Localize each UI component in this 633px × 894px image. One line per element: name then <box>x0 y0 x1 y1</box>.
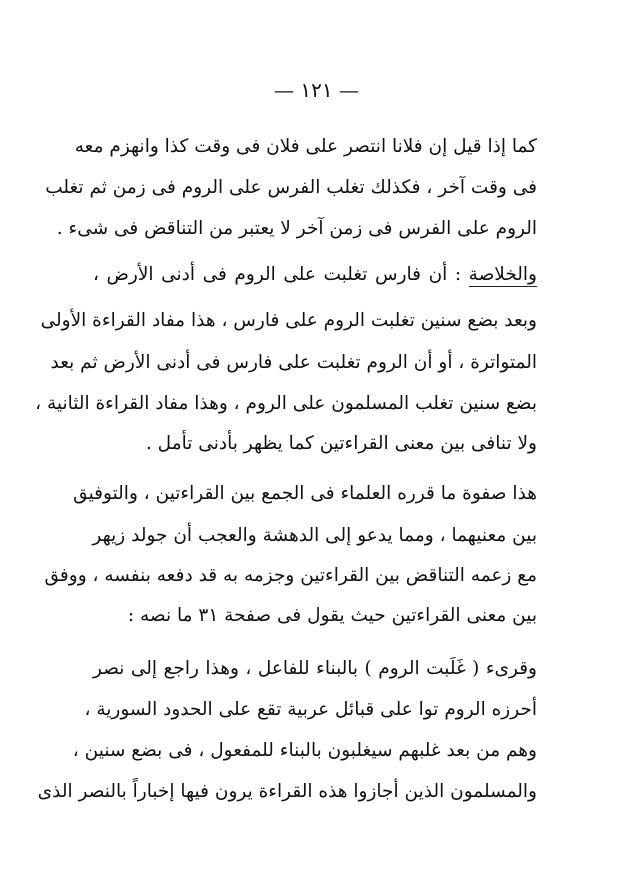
text-line: مع زعمه التناقض بين القراءتين وجزمه به قد دفعه بنفسه ، ووفق <box>44 565 537 586</box>
text-line: وبعد بضع سنين تغلبت الروم على فارس ، هذا مفاد القراءة الأولى <box>40 310 537 331</box>
text-line: كما إذا قيل إن فلانا انتصر على فلان فى وقت كذا وانهزم معه <box>74 136 537 157</box>
text-line: الروم على الفرس فى زمن آخر لا يعتبر من التناقض فى شىء . <box>56 218 537 239</box>
text-line: بضع سنين تغلب المسلمون على الروم ، وهذا مفاد القراءة الثانية ، <box>35 393 537 414</box>
page-number: — ١٢١ — <box>274 78 359 102</box>
text-line: أحرزه الروم توا على قبائل عربية تقع على الحدود السورية ، <box>84 699 537 720</box>
text-line: وهم من بعد غلبهم سيغلبون بالبناء للمفعول ، فى بضع سنين ، <box>72 740 537 761</box>
text-line: وقرىء ( غَلَبت الروم ) بالبناء للفاعل ، وهذا راجع إلى نصر <box>93 658 537 679</box>
summary-term: والخلاصة <box>468 264 537 285</box>
text-line: المتواترة ، أو أن الروم تغلبت على فارس فى أدنى الأرض ثم بعد <box>50 352 537 373</box>
text-line: بين معنيهما ، ومما يدعو إلى الدهشة والعجب أن جولد زيهر <box>92 525 537 546</box>
text-line: ولا تنافى بين معنى القراءتين كما يظهر بأدنى تأمل . <box>145 433 537 454</box>
text-line: بين معنى القراءتين حيث يقول فى صفحة ٣١ ما نصه : <box>127 605 537 626</box>
text-line <box>93 262 537 288</box>
text-line: والمسلمون الذين أجازوا هذه القراءة يرون فيها إخباراً بالنصر الذى <box>37 781 537 802</box>
text-segment: : أن فارس تغلبت على الروم فى أدنى الأرض ، <box>93 264 469 285</box>
text-line: هذا صفوة ما قرره العلماء فى الجمع بين القراءتين ، والتوفيق <box>73 483 537 504</box>
text-line: فى وقت آخر ، فكذلك تغلب الفرس على الروم فى زمن ثم تغلب <box>45 177 537 198</box>
